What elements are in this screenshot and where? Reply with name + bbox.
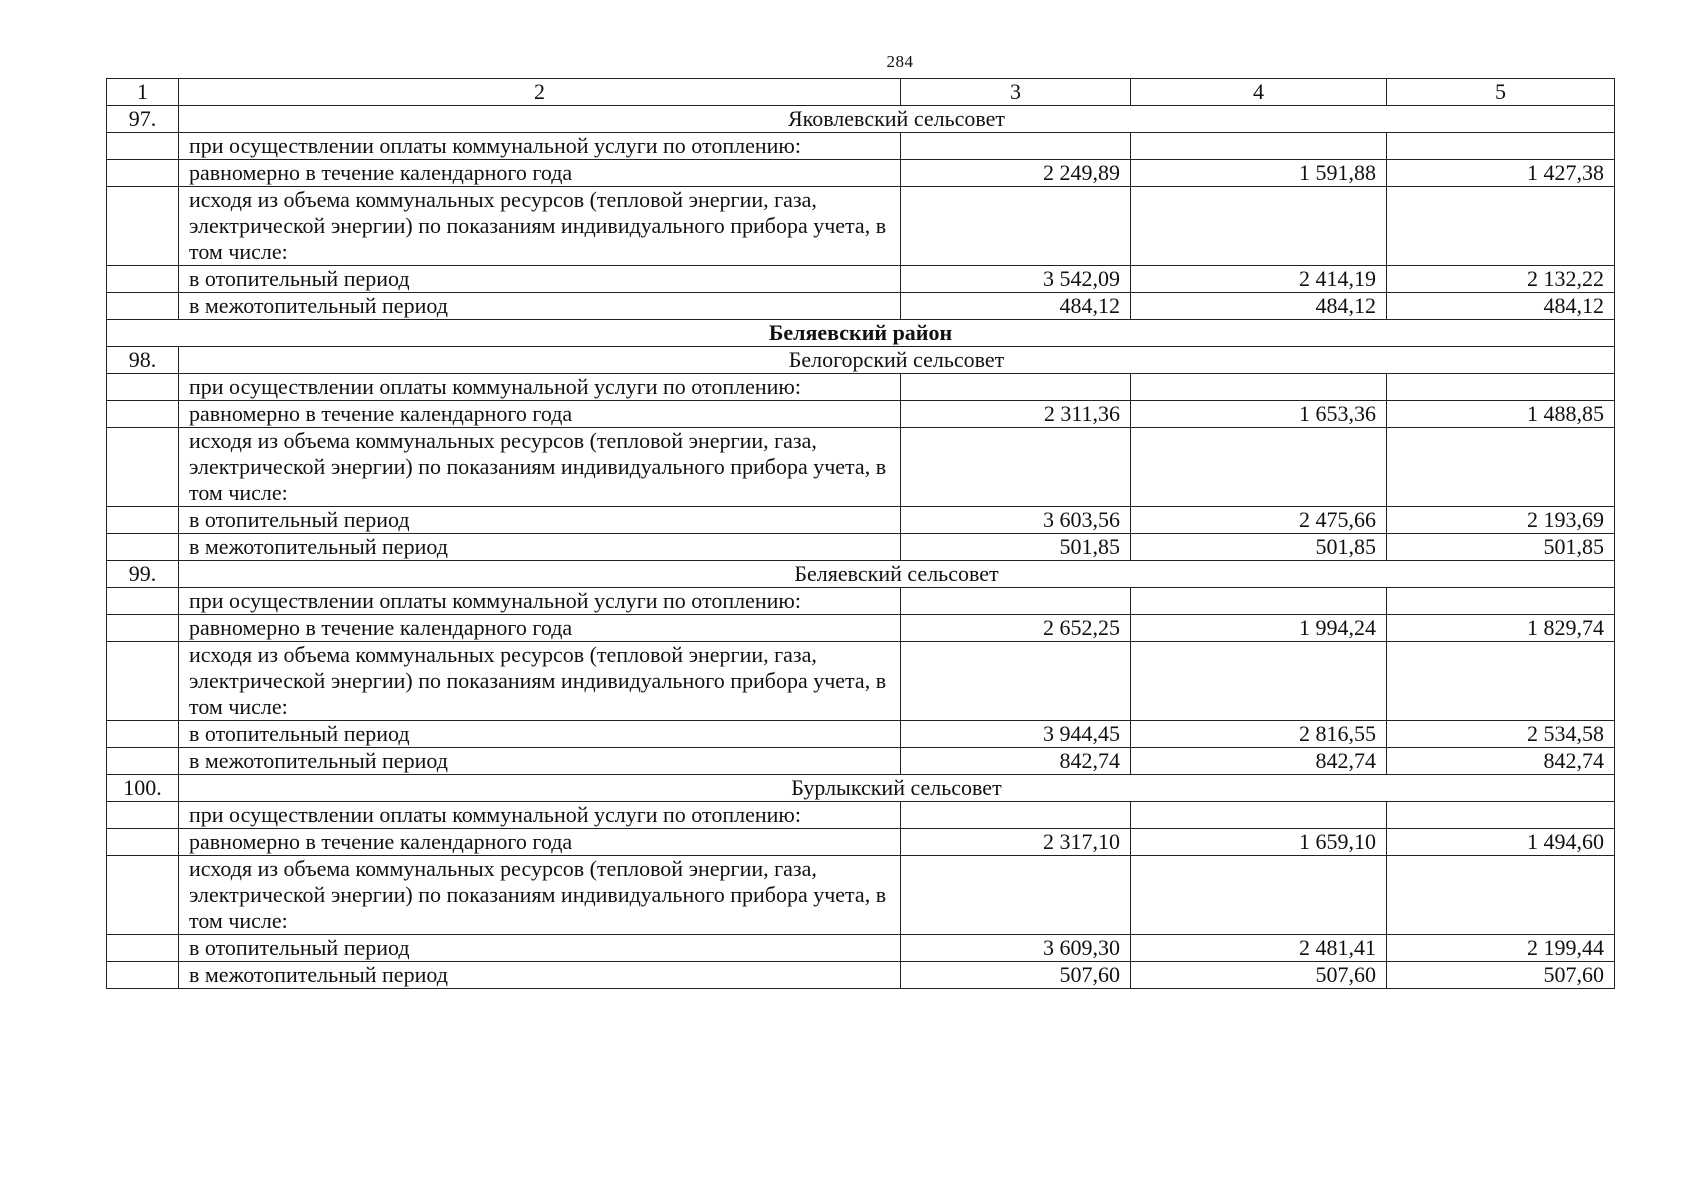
value-col-5: 1 494,60	[1387, 829, 1615, 856]
value-col-3	[901, 802, 1131, 829]
section-title: Белогорский сельсовет	[179, 347, 1615, 374]
page-number: 284	[886, 52, 914, 71]
table-row	[107, 802, 1615, 829]
table-row	[107, 748, 1615, 775]
row-number-cell	[107, 802, 179, 829]
value-col-3: 3 542,09	[901, 266, 1131, 293]
row-number: 98.	[107, 347, 179, 374]
row-number-cell	[107, 428, 179, 507]
value-col-5: 2 199,44	[1387, 935, 1615, 962]
table-row	[107, 721, 1615, 748]
row-description: в отопительный период	[179, 721, 901, 748]
value-col-4	[1131, 802, 1387, 829]
row-description: в отопительный период	[179, 507, 901, 534]
value-col-3: 2 317,10	[901, 829, 1131, 856]
value-col-4	[1131, 856, 1387, 935]
value-col-5	[1387, 642, 1615, 721]
value-col-3	[901, 588, 1131, 615]
row-number-cell	[107, 935, 179, 962]
row-number: 97.	[107, 106, 179, 133]
table-row	[107, 293, 1615, 320]
row-description: в межотопительный период	[179, 748, 901, 775]
section-row	[107, 775, 1615, 802]
value-col-5: 507,60	[1387, 962, 1615, 989]
table-row	[107, 856, 1615, 935]
value-col-4	[1131, 642, 1387, 721]
row-number: 100.	[107, 775, 179, 802]
table-row	[107, 615, 1615, 642]
row-number-cell	[107, 615, 179, 642]
value-col-5	[1387, 802, 1615, 829]
table-row	[107, 160, 1615, 187]
value-col-5	[1387, 187, 1615, 266]
value-col-4: 1 994,24	[1131, 615, 1387, 642]
table-row	[107, 962, 1615, 989]
row-number-cell	[107, 187, 179, 266]
value-col-5: 2 193,69	[1387, 507, 1615, 534]
value-col-4: 484,12	[1131, 293, 1387, 320]
value-col-5	[1387, 133, 1615, 160]
row-description: исходя из объема коммунальных ресурсов (тепловой энергии, газа, электрической энергии) по показаниям индивидуального прибора учета, в том числе:	[179, 428, 901, 507]
table-row	[107, 935, 1615, 962]
value-col-4	[1131, 428, 1387, 507]
value-col-5: 484,12	[1387, 293, 1615, 320]
value-col-3	[901, 642, 1131, 721]
table-row	[107, 507, 1615, 534]
row-description: в межотопительный период	[179, 534, 901, 561]
value-col-5: 842,74	[1387, 748, 1615, 775]
value-col-4: 2 481,41	[1131, 935, 1387, 962]
value-col-4: 1 591,88	[1131, 160, 1387, 187]
column-header: 4	[1131, 79, 1387, 106]
row-number-cell	[107, 642, 179, 721]
value-col-4: 2 475,66	[1131, 507, 1387, 534]
value-col-5	[1387, 374, 1615, 401]
value-col-4	[1131, 187, 1387, 266]
row-number-cell	[107, 133, 179, 160]
value-col-3: 2 249,89	[901, 160, 1131, 187]
district-row	[107, 320, 1615, 347]
row-description: в отопительный период	[179, 266, 901, 293]
column-header: 2	[179, 79, 901, 106]
tariff-table	[106, 78, 1615, 989]
row-number-cell	[107, 721, 179, 748]
row-description: в межотопительный период	[179, 293, 901, 320]
value-col-3	[901, 133, 1131, 160]
value-col-4: 2 816,55	[1131, 721, 1387, 748]
row-number-cell	[107, 829, 179, 856]
value-col-4	[1131, 133, 1387, 160]
row-number-cell	[107, 266, 179, 293]
value-col-4: 507,60	[1131, 962, 1387, 989]
value-col-3	[901, 187, 1131, 266]
table-row	[107, 534, 1615, 561]
value-col-5	[1387, 588, 1615, 615]
section-row	[107, 106, 1615, 133]
section-title: Беляевский сельсовет	[179, 561, 1615, 588]
row-description: в межотопительный период	[179, 962, 901, 989]
value-col-5	[1387, 856, 1615, 935]
row-description: при осуществлении оплаты коммунальной услуги по отоплению:	[179, 588, 901, 615]
value-col-5: 501,85	[1387, 534, 1615, 561]
value-col-5: 1 829,74	[1387, 615, 1615, 642]
row-number-cell	[107, 588, 179, 615]
value-col-5: 1 488,85	[1387, 401, 1615, 428]
value-col-5: 1 427,38	[1387, 160, 1615, 187]
column-header: 3	[901, 79, 1131, 106]
value-col-5: 2 534,58	[1387, 721, 1615, 748]
table-body	[107, 79, 1615, 989]
column-header: 1	[107, 79, 179, 106]
table-row	[107, 133, 1615, 160]
row-description: равномерно в течение календарного года	[179, 160, 901, 187]
value-col-4: 2 414,19	[1131, 266, 1387, 293]
value-col-4: 842,74	[1131, 748, 1387, 775]
row-description: равномерно в течение календарного года	[179, 829, 901, 856]
row-description: исходя из объема коммунальных ресурсов (тепловой энергии, газа, электрической энергии) по показаниям индивидуального прибора учета, в том числе:	[179, 642, 901, 721]
table-row	[107, 829, 1615, 856]
row-description: равномерно в течение календарного года	[179, 615, 901, 642]
section-row	[107, 347, 1615, 374]
table-row	[107, 642, 1615, 721]
row-description: равномерно в течение календарного года	[179, 401, 901, 428]
value-col-3: 3 944,45	[901, 721, 1131, 748]
table-row	[107, 187, 1615, 266]
value-col-4	[1131, 588, 1387, 615]
table-row	[107, 266, 1615, 293]
value-col-4: 501,85	[1131, 534, 1387, 561]
value-col-3: 501,85	[901, 534, 1131, 561]
value-col-5	[1387, 428, 1615, 507]
value-col-3: 484,12	[901, 293, 1131, 320]
row-number: 99.	[107, 561, 179, 588]
value-col-3: 2 311,36	[901, 401, 1131, 428]
district-title: Беляевский район	[107, 320, 1615, 347]
value-col-3	[901, 856, 1131, 935]
row-number-cell	[107, 160, 179, 187]
value-col-4	[1131, 374, 1387, 401]
table-row	[107, 428, 1615, 507]
section-title: Яковлевский сельсовет	[179, 106, 1615, 133]
row-number-cell	[107, 534, 179, 561]
value-col-3	[901, 428, 1131, 507]
value-col-3: 3 603,56	[901, 507, 1131, 534]
value-col-3: 842,74	[901, 748, 1131, 775]
row-description: при осуществлении оплаты коммунальной услуги по отоплению:	[179, 802, 901, 829]
column-header: 5	[1387, 79, 1615, 106]
value-col-4: 1 653,36	[1131, 401, 1387, 428]
row-number-cell	[107, 962, 179, 989]
table-row	[107, 588, 1615, 615]
row-number-cell	[107, 293, 179, 320]
row-number-cell	[107, 507, 179, 534]
table-header-row	[107, 79, 1615, 106]
section-row	[107, 561, 1615, 588]
value-col-4: 1 659,10	[1131, 829, 1387, 856]
row-description: при осуществлении оплаты коммунальной услуги по отоплению:	[179, 133, 901, 160]
value-col-3: 3 609,30	[901, 935, 1131, 962]
row-description: при осуществлении оплаты коммунальной услуги по отоплению:	[179, 374, 901, 401]
row-description: исходя из объема коммунальных ресурсов (тепловой энергии, газа, электрической энергии) по показаниям индивидуального прибора учета, в том числе:	[179, 856, 901, 935]
row-number-cell	[107, 401, 179, 428]
value-col-3: 507,60	[901, 962, 1131, 989]
table-row	[107, 401, 1615, 428]
section-title: Бурлыкский сельсовет	[179, 775, 1615, 802]
row-number-cell	[107, 374, 179, 401]
value-col-5: 2 132,22	[1387, 266, 1615, 293]
value-col-3	[901, 374, 1131, 401]
row-description: исходя из объема коммунальных ресурсов (тепловой энергии, газа, электрической энергии) по показаниям индивидуального прибора учета, в том числе:	[179, 187, 901, 266]
table-row	[107, 374, 1615, 401]
row-description: в отопительный период	[179, 935, 901, 962]
value-col-3: 2 652,25	[901, 615, 1131, 642]
row-number-cell	[107, 856, 179, 935]
row-number-cell	[107, 748, 179, 775]
